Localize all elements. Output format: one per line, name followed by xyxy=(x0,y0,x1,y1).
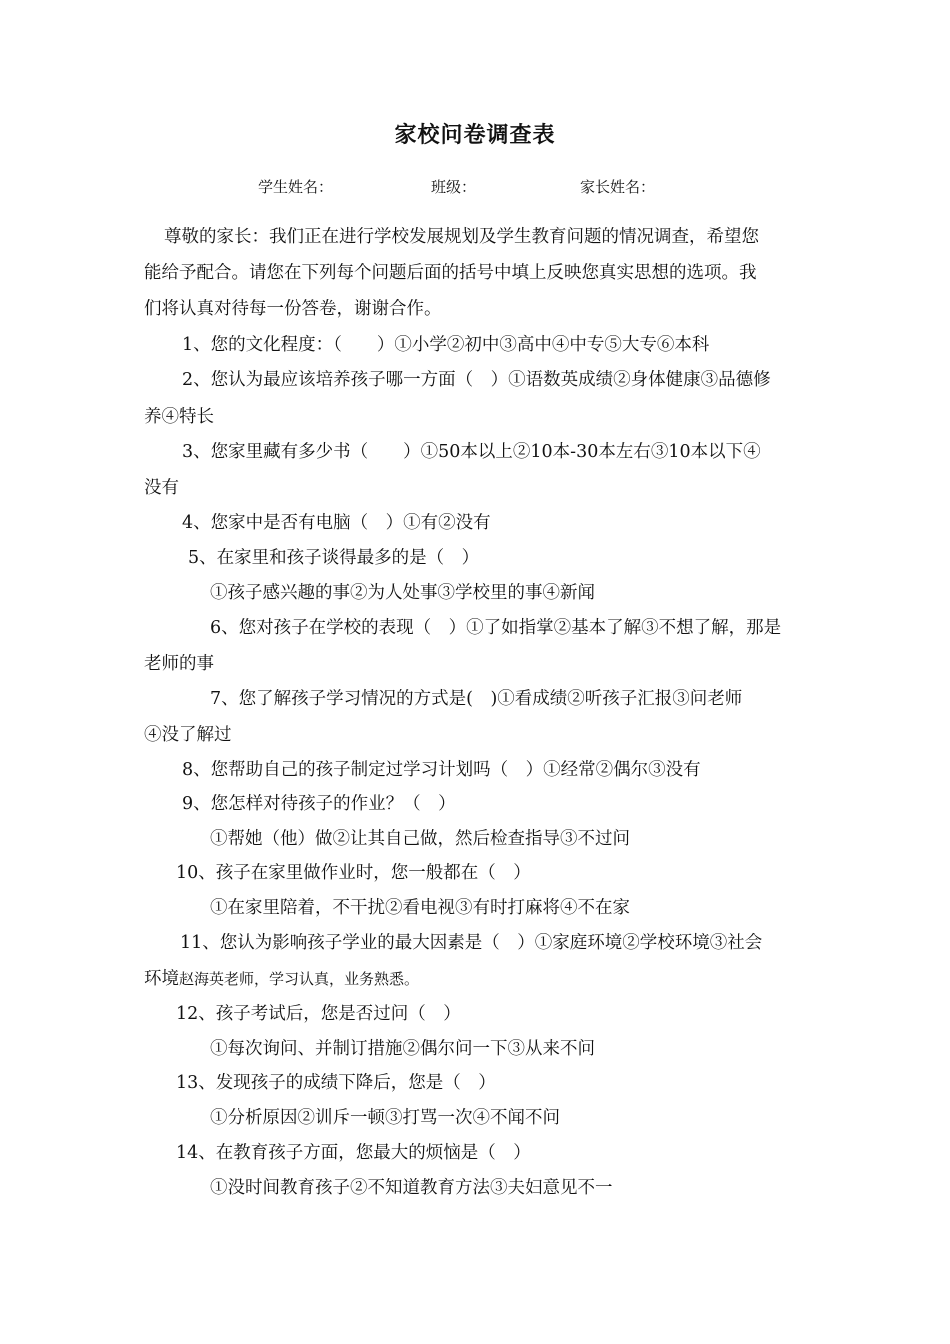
question-9: 9、您怎样对待孩子的作业？（ ） xyxy=(182,794,456,814)
question-10-options: ①在家里陪着，不干扰②看电视③有时打麻将④不在家 xyxy=(210,898,630,918)
parent-name-field: 家长姓名： xyxy=(580,178,656,196)
question-3-continuation: 没有 xyxy=(144,478,179,498)
question-11: 11、您认为影响孩子学业的最大因素是（ ）①家庭环境②学校环境③社会 xyxy=(180,933,763,953)
question-1: 1、您的文化程度：（ ）①小学②初中③高中④中专⑤大专⑥本科 xyxy=(182,335,710,355)
question-6: 6、您对孩子在学校的表现（ ）①了如指掌②基本了解③不想了解，那是 xyxy=(210,618,782,638)
intro-line-2: 能给予配合。请您在下列每个问题后面的括号中填上反映您真实思想的选项。我 xyxy=(144,263,757,283)
question-10: 10、孩子在家里做作业时，您一般都在（ ） xyxy=(176,863,531,883)
question-9-options: ①帮她（他）做②让其自己做，然后检查指导③不过问 xyxy=(210,829,630,849)
question-6-continuation: 老师的事 xyxy=(144,654,214,674)
question-11-continuation-text: 环境 xyxy=(144,969,179,989)
question-7-continuation: ④没了解过 xyxy=(144,725,232,745)
teacher-note: 赵海英老师，学习认真，业务熟悉。 xyxy=(179,970,420,988)
page-title: 家校问卷调查表 xyxy=(394,122,556,148)
question-13: 13、发现孩子的成绩下降后，您是（ ） xyxy=(176,1073,496,1093)
question-7: 7、您了解孩子学习情况的方式是( )①看成绩②听孩子汇报③问老师 xyxy=(210,689,743,709)
question-14: 14、在教育孩子方面，您最大的烦恼是（ ） xyxy=(176,1143,531,1163)
question-2: 2、您认为最应该培养孩子哪一方面（ ）①语数英成绩②身体健康③品德修 xyxy=(182,370,771,390)
question-12: 12、孩子考试后，您是否过问（ ） xyxy=(176,1004,461,1024)
question-3: 3、您家里藏有多少书（ ）①50本以上②10本-30本左右③10本以下④ xyxy=(182,442,761,462)
question-13-options: ①分析原因②训斥一顿③打骂一次④不闻不问 xyxy=(210,1108,560,1128)
question-12-options: ①每次询问、并制订措施②偶尔问一下③从来不问 xyxy=(210,1039,595,1059)
question-4: 4、您家中是否有电脑（ ）①有②没有 xyxy=(182,513,491,533)
class-field: 班级： xyxy=(431,178,477,196)
question-11-continuation xyxy=(144,967,814,991)
intro-line-3: 们将认真对待每一份答卷，谢谢合作。 xyxy=(144,299,442,319)
question-14-options: ①没时间教育孩子②不知道教育方法③夫妇意见不一 xyxy=(210,1178,613,1198)
question-8: 8、您帮助自己的孩子制定过学习计划吗（ ）①经常②偶尔③没有 xyxy=(182,760,701,780)
student-name-field: 学生姓名： xyxy=(258,178,334,196)
question-5-options: ①孩子感兴趣的事②为人处事③学校里的事④新闻 xyxy=(210,583,595,603)
intro-line-1: 尊敬的家长：我们正在进行学校发展规划及学生教育问题的情况调查，希望您 xyxy=(164,227,759,247)
question-5: 5、在家里和孩子谈得最多的是（ ） xyxy=(188,548,480,568)
question-2-continuation: 养④特长 xyxy=(144,407,214,427)
